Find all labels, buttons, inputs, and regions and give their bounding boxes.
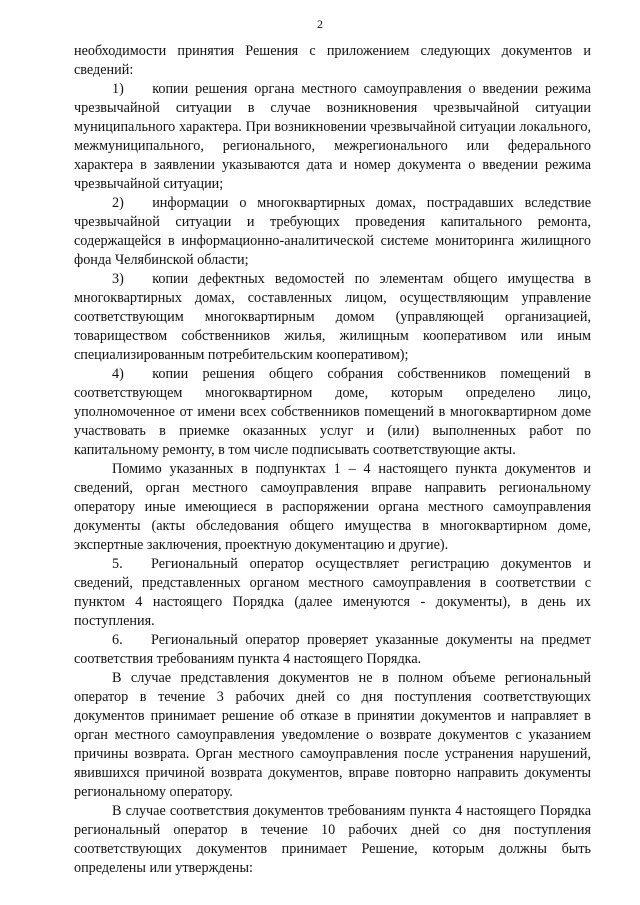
paragraph-clause-6: 6. Региональный оператор проверяет указанные документы на предмет соответствия требованиям пункта 4 настоящего Порядка. [74, 632, 591, 667]
page-number: 2 [317, 17, 323, 31]
paragraph-item-1: 1) копии решения органа местного самоуправления о введении режима чрезвычайной ситуации в случае возникновения чрезвычайной ситуации муниципального характера. При возникновении чрезвычайной ситуации локального, межмуниципального, регионального, межрегионального или федерального характера в заявлении указываются дата и номер документа о введении режима чрезвычайной ситуации; [74, 81, 591, 192]
paragraph-additional-documents: Помимо указанных в подпунктах 1 – 4 настоящего пункта документов и сведений, орган местного самоуправления вправе направить региональному оператору иные имеющиеся в распоряжении органа местного самоуправления документы (акты обследования общего имущества в многоквартирном доме, экспертные заключения, проектную документацию и другие). [74, 461, 591, 553]
paragraph-incomplete-documents: В случае представления документов не в полном объеме региональный оператор в течение 3 рабочих дней со дня поступления соответствующих документов принимает решение об отказе в принятии документов и направляет в орган местного самоуправления уведомление о возврате документов с указанием причины возврата. Орган местного самоуправления после устранения нарушений, явившихся причиной возврата документов, вправе повторно направить документы региональному оператору. [74, 670, 591, 800]
paragraph-intro: необходимости принятия Решения с приложением следующих документов и сведений: [74, 43, 591, 78]
paragraph-compliant-documents: В случае соответствия документов требованиям пункта 4 настоящего Порядка региональный оператор в течение 10 рабочих дней со дня поступления соответствующих документов принимает Решение, которым должны быть определены или утверждены: [74, 803, 591, 876]
paragraph-item-3: 3) копии дефектных ведомостей по элементам общего имущества в многоквартирных домах, составленных лицом, осуществляющим управление соответствующим многоквартирным домом (управляющей организацией, товариществом собственников жилья, жилищным кооперативом или иным специализированным потребительским кооперативом); [74, 271, 591, 363]
paragraph-item-2: 2) информации о многоквартирных домах, пострадавших вследствие чрезвычайной ситуации и требующих проведения капитального ремонта, содержащейся в информационно-аналитической системе мониторинга жилищного фонда Челябинской области; [74, 195, 591, 268]
paragraph-clause-5: 5. Региональный оператор осуществляет регистрацию документов и сведений, представленных органом местного самоуправления в соответствии с пунктом 4 настоящего Порядка (далее именуются - документы), в день их поступления. [74, 556, 591, 629]
document-body [74, 42, 591, 878]
paragraph-item-4: 4) копии решения общего собрания собственников помещений в соответствующем многоквартирном доме, которым определено лицо, уполномоченное от имени всех собственников помещений в многоквартирном доме участвовать в приемке оказанных услуг и (или) выполненных работ по капитальному ремонту, в том числе подписывать соответствующие акты. [74, 366, 591, 458]
